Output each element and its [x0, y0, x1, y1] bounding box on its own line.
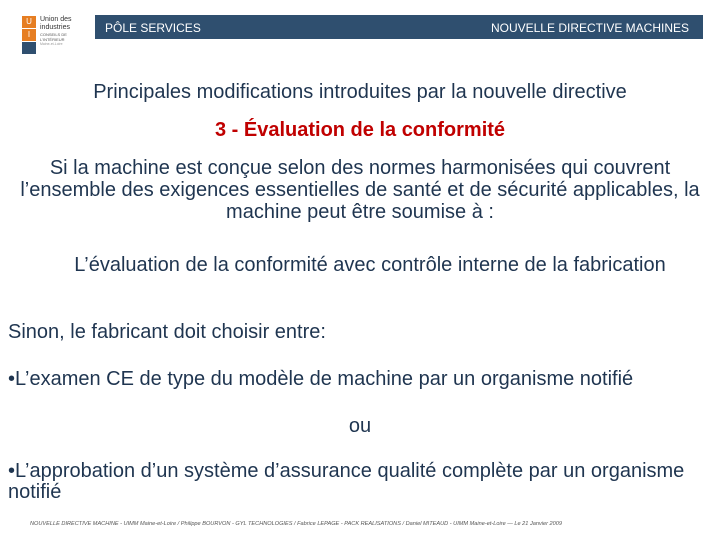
logo-line1: Union des: [40, 16, 72, 23]
footer-credits: NOUVELLE DIRECTIVE MACHINE - UIMM Maine-et-Loire / Philippe BOURVON - GYL TECHNOLOGIES / Fabrice LEPAGE - PACK REALISATIONS / Daniel MITEAUD - UIMM Maine-et-Loire — Le 21 Janvier 2009: [30, 521, 562, 527]
logo-square-dark: [22, 42, 36, 54]
logo-text: [40, 16, 92, 46]
logo: [22, 16, 92, 62]
logo-org: CONSEILS DE L'INTÉRIEUR: [40, 32, 67, 42]
header-right: NOUVELLE DIRECTIVE MACHINES: [490, 21, 689, 35]
header-left: PÔLE SERVICES: [105, 21, 201, 35]
logo-square-u: U: [22, 16, 36, 28]
logo-square-i: I: [22, 29, 36, 41]
slide-subtitle: 3 - Évaluation de la conformité: [214, 119, 506, 141]
paragraph-intro: Si la machine est conçue selon des normes harmonisées qui couvrent l’ensemble des exigences essentielles de santé et de sécurité applicables, la machine peut être soumise à :: [20, 157, 700, 223]
conjunction-ou: ou: [348, 415, 372, 437]
slide-title: Principales modifications introduites par la nouvelle directive: [93, 81, 627, 103]
bullet-examen: •L’examen CE de type du modèle de machine par un organisme notifié: [8, 368, 634, 390]
bullet-approbation: •L’approbation d’un système d’assurance qualité complète par un organisme notifié: [8, 460, 685, 503]
paragraph-sinon: Sinon, le fabricant doit choisir entre:: [8, 321, 326, 343]
logo-tag: Maine-et-Loire: [40, 42, 63, 46]
logo-line2: industries: [40, 23, 70, 31]
paragraph-evaluation: L’évaluation de la conformité avec contrôle interne de la fabrication: [74, 254, 666, 276]
logo-squares: [22, 16, 36, 55]
header-bar: [95, 15, 703, 39]
